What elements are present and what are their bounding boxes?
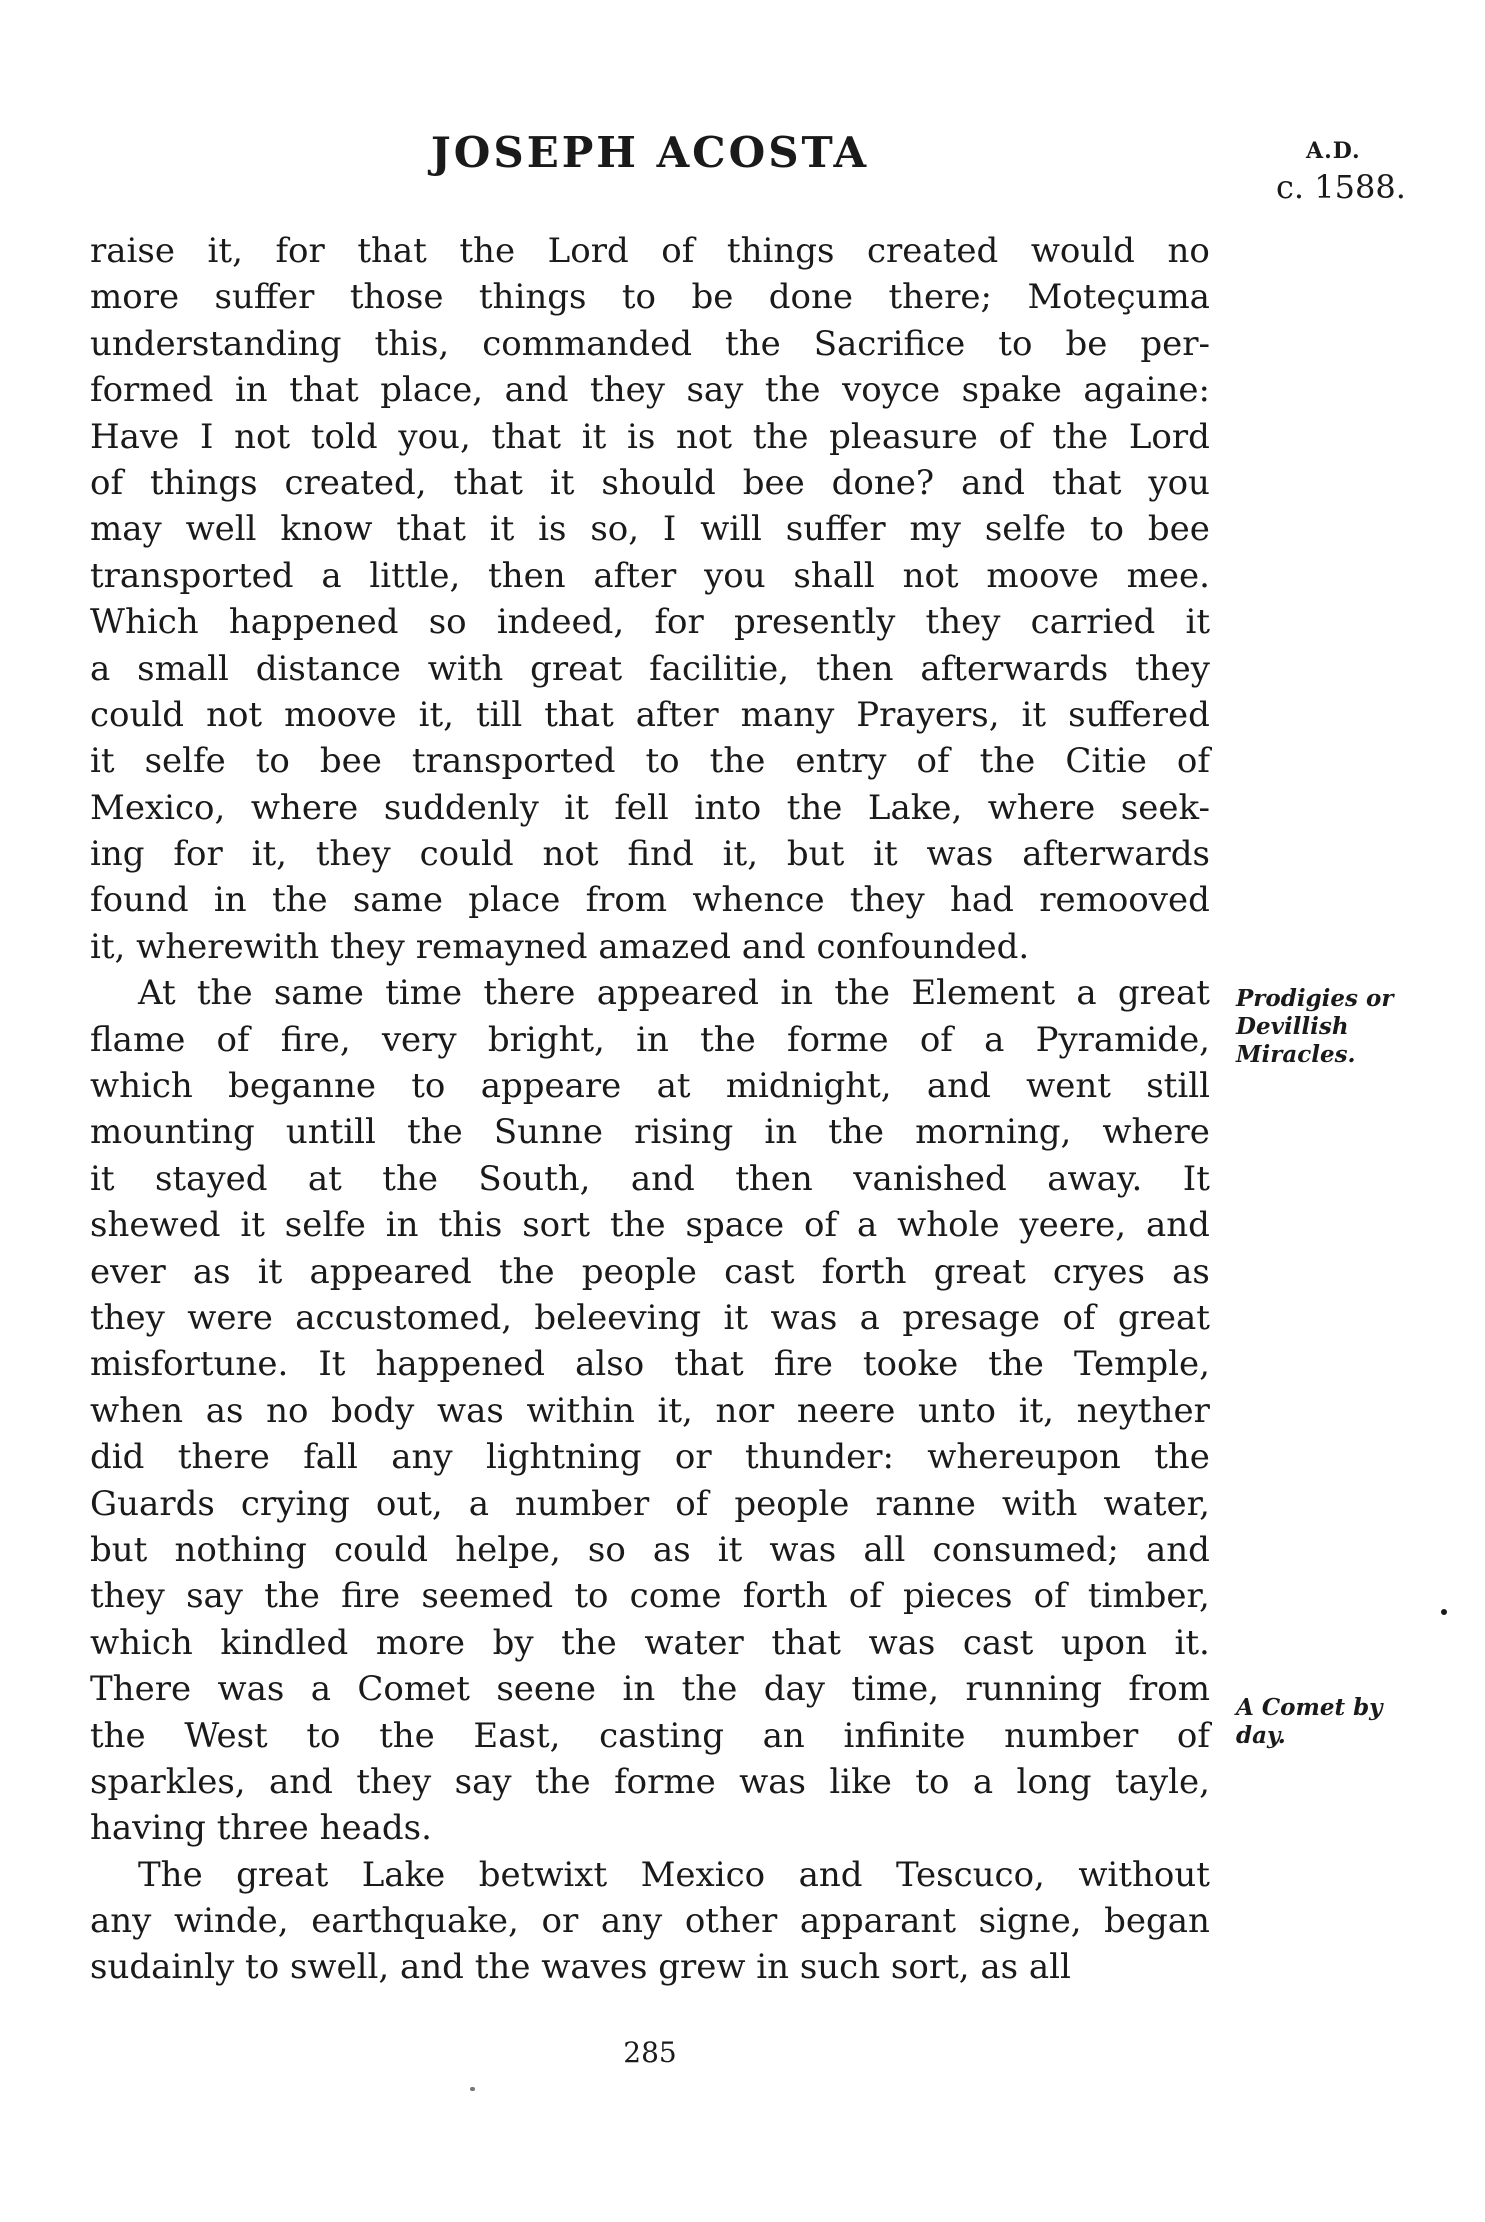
- text-line: did there fall any lightning or thunder: whereupon the: [90, 1437, 1210, 1478]
- text-line: they were accustomed, beleeving it was a presage of great: [90, 1297, 1210, 1338]
- text-line: Which happened so indeed, for presently they carried it: [90, 602, 1210, 643]
- ink-speck: [470, 2087, 475, 2091]
- text-line: Have I not told you, that it is not the pleasure of the Lord: [90, 416, 1210, 457]
- text-line: having three heads.: [90, 1808, 432, 1849]
- text-line: formed in that place, and they say the voyce spake againe:: [90, 370, 1210, 411]
- text-line: flame of fire, very bright, in the forme of a Pyramide,: [90, 1019, 1210, 1060]
- date-label: A.D.: [1306, 138, 1361, 164]
- text-line: it selfe to bee transported to the entry of the Citie of: [90, 741, 1210, 782]
- text-line: it stayed at the South, and then vanished away. It: [90, 1158, 1210, 1199]
- text-line: a small distance with great facilitie, then afterwards they: [90, 648, 1210, 689]
- margin-note-line: A Comet by: [1236, 1694, 1383, 1721]
- ink-speck: [1441, 1609, 1447, 1615]
- margin-note-line: day.: [1236, 1722, 1286, 1749]
- text-line: There was a Comet seene in the day time, running from: [90, 1669, 1210, 1710]
- text-line: misfortune. It happened also that fire tooke the Temple,: [90, 1344, 1210, 1385]
- text-line: it, wherewith they remayned amazed and confounded.: [90, 926, 1030, 967]
- text-line: ing for it, they could not find it, but it was afterwards: [90, 834, 1210, 875]
- text-line: At the same time there appeared in the Element a great: [138, 973, 1210, 1014]
- text-line: Guards crying out, a number of people ranne with water,: [90, 1483, 1210, 1524]
- text-line: Mexico, where suddenly it fell into the Lake, where seek-: [90, 787, 1210, 828]
- text-line: found in the same place from whence they had remooved: [90, 880, 1210, 921]
- margin-note-prodigies: [1236, 985, 1436, 1069]
- text-line: but nothing could helpe, so as it was all consumed; and: [90, 1529, 1210, 1570]
- text-line: when as no body was within it, nor neere unto it, neyther: [90, 1390, 1210, 1431]
- text-line: sudainly to swell, and the waves grew in such sort, as all: [90, 1947, 1071, 1988]
- text-line: any winde, earthquake, or any other apparant signe, began: [90, 1901, 1210, 1942]
- margin-note-line: Miracles.: [1236, 1041, 1356, 1068]
- text-line: of things created, that it should bee done? and that you: [90, 462, 1210, 503]
- running-head-title: JOSEPH ACOSTA: [430, 128, 870, 177]
- text-line: they say the fire seemed to come forth of pieces of timber,: [90, 1576, 1210, 1617]
- text-line: the West to the East, casting an infinite number of: [90, 1715, 1210, 1756]
- text-line: raise it, for that the Lord of things created would no: [90, 231, 1210, 271]
- text-line: more suffer those things to be done there; Moteçuma: [90, 277, 1210, 318]
- text-line: understanding this, commanded the Sacrifice to be per-: [90, 323, 1210, 364]
- text-line: transported a little, then after you shall not moove mee.: [90, 555, 1210, 596]
- margin-note-line: Prodigies or: [1236, 985, 1394, 1012]
- text-line: may well know that it is so, I will suffer my selfe to bee: [90, 509, 1210, 550]
- text-line: which kindled more by the water that was cast upon it.: [90, 1622, 1210, 1663]
- text-line: could not moove it, till that after many Prayers, it suffered: [90, 694, 1210, 735]
- text-line: ever as it appeared the people cast forth great cryes as: [90, 1251, 1210, 1292]
- text-line: The great Lake betwixt Mexico and Tescuco, without: [138, 1854, 1210, 1895]
- margin-note-comet: [1236, 1694, 1436, 1750]
- date-year: c. 1588.: [1276, 168, 1406, 206]
- text-line: shewed it selfe in this sort the space of a whole yeere, and: [90, 1205, 1210, 1246]
- text-line: mounting untill the Sunne rising in the morning, where: [90, 1112, 1210, 1153]
- text-line: sparkles, and they say the forme was like to a long tayle,: [90, 1761, 1210, 1802]
- margin-note-line: Devillish: [1236, 1013, 1349, 1040]
- text-line: which beganne to appeare at midnight, and went still: [90, 1066, 1210, 1107]
- page-number: 285: [623, 2036, 677, 2069]
- body-text: [90, 228, 1210, 1991]
